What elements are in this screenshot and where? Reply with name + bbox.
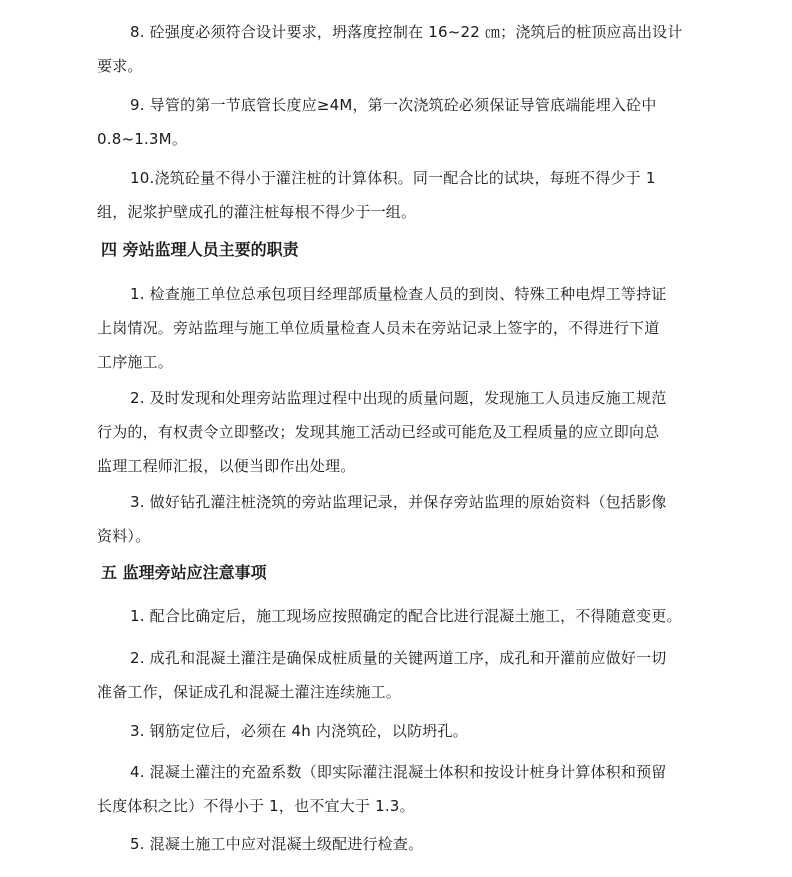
list-item: [97, 485, 697, 553]
text-line: 2. 成孔和混凝土灌注是确保成桩质量的关键两道工序，成孔和开灌前应做好一切: [130, 649, 667, 667]
text-line: 监理工程师汇报，以便当即作出处理。: [97, 457, 356, 475]
section-heading: 五 监理旁站应注意事项: [101, 563, 267, 582]
list-item: [97, 15, 697, 83]
text-line: 2. 及时发现和处理旁站监理过程中出现的质量问题，发现施工人员违反施工规范: [130, 389, 667, 407]
list-item: [97, 381, 697, 483]
list-item: [97, 161, 697, 229]
list-item: [97, 277, 697, 379]
text-line: 组，泥浆护壁成孔的灌注桩每根不得少于一组。: [97, 203, 417, 221]
list-item: [97, 755, 697, 823]
list-item: [97, 714, 697, 748]
text-line: 行为的，有权责令立即整改；发现其施工活动已经或可能危及工程质量的应立即向总: [97, 423, 660, 441]
list-item: [97, 827, 697, 861]
list-item: [97, 88, 697, 156]
text-line: 准备工作，保证成孔和混凝土灌注连续施工。: [97, 683, 402, 701]
text-line: 1. 检查施工单位总承包项目经理部质量检查人员的到岗、特殊工种电焊工等持证: [130, 285, 667, 303]
text-line: 4. 混凝土灌注的充盈系数（即实际灌注混凝土体积和按设计桩身计算体积和预留: [130, 763, 667, 781]
text-line: 3. 做好钻孔灌注桩浇筑的旁站监理记录，并保存旁站监理的原始资料（包括影像: [130, 493, 667, 511]
text-line: 3. 钢筋定位后，必须在 4h 内浇筑砼，以防坍孔。: [130, 722, 468, 740]
text-line: 1. 配合比确定后，施工现场应按照确定的配合比进行混凝土施工，不得随意变更。: [130, 607, 682, 625]
text-line: 上岗情况。旁站监理与施工单位质量检查人员未在旁站记录上签字的，不得进行下道: [97, 319, 660, 337]
text-line: 9. 导管的第一节底管长度应≥4M，第一次浇筑砼必须保证导管底端能埋入砼中: [130, 96, 657, 114]
section-heading: 四 旁站监理人员主要的职责: [101, 240, 299, 259]
text-line: 5. 混凝土施工中应对混凝土级配进行检查。: [130, 835, 424, 853]
text-line: 10.浇筑砼量不得小于灌注桩的计算体积。同一配合比的试块，每班不得少于 1: [130, 169, 656, 187]
text-line: 0.8~1.3M。: [97, 130, 188, 148]
text-line: 工序施工。: [97, 353, 174, 371]
text-line: 8. 砼强度必须符合设计要求，坍落度控制在 16~22 ㎝；浇筑后的桩顶应高出设计: [130, 23, 683, 41]
text-line: 资料）。: [97, 527, 151, 545]
list-item: [97, 599, 697, 633]
text-line: 要求。: [97, 57, 143, 75]
text-line: 长度体积之比）不得小于 1，也不宜大于 1.3。: [97, 797, 415, 815]
list-item: [97, 641, 697, 709]
